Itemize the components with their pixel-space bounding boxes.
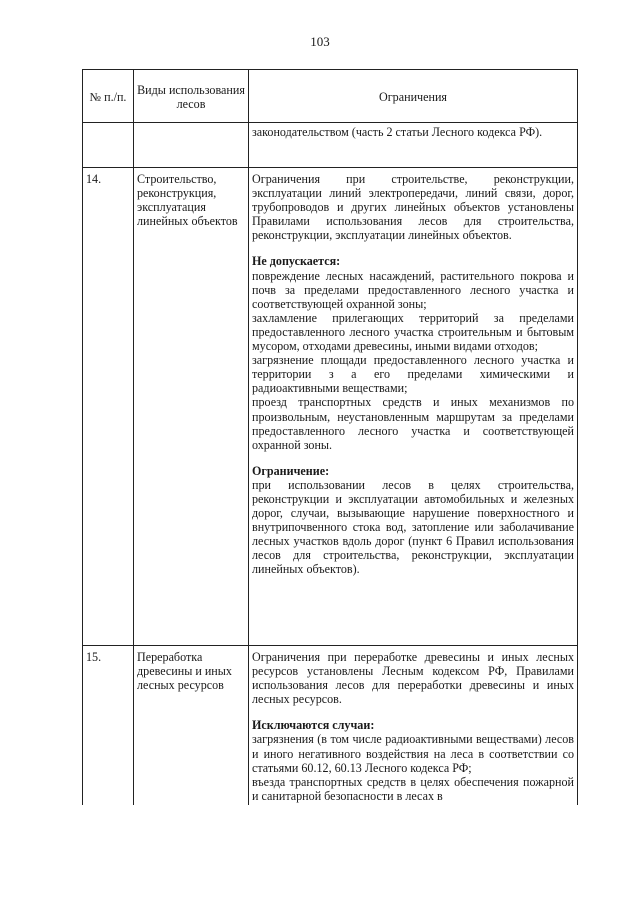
- cell-empty-num: [83, 123, 134, 168]
- row-14-limitation-heading: Ограничение:: [252, 463, 330, 478]
- header-restrictions: Ограничения: [249, 70, 578, 123]
- row-15-item-1: загрязнения (в том числе радиоактивными веществами) лесов и иного негативного воздействия на леса в соответствии со статьями 60.12, 60.13 Лесного кодекса РФ;: [252, 732, 574, 775]
- row-14-type: Строительство, реконструкция, эксплуатация линейных объектов: [134, 168, 249, 646]
- restrictions-table: [82, 69, 578, 805]
- continuation-text: законодательством (часть 2 статьи Лесного кодекса РФ).: [249, 123, 578, 168]
- header-num: № п./п.: [83, 70, 134, 123]
- row-15-intro: Ограничения при переработке древесины и иных лесных ресурсов установлены Лесным кодексом РФ, Правилами использования лесов для переработки древесины и иных лесных ресурсов.: [252, 650, 574, 707]
- row-14-intro: Ограничения при строительстве, реконструкции, эксплуатации линий электропередачи, линий связи, дорог, трубопроводов и других линейных объектов установлены Правилами использования лесов для строительства, реконструкции, эксплуатации линейных объектов.: [252, 172, 574, 243]
- row-15-item-2: въезда транспортных средств в целях обеспечения пожарной и санитарной безопасности в лесах в: [252, 774, 574, 803]
- row-14-item-1: повреждение лесных насаждений, растительного покрова и почв за пределами предоставленного лесного участка и соответствующей охранной зоны;: [252, 268, 574, 311]
- row-14-restrictions: [249, 168, 578, 646]
- table-row-14: [83, 168, 578, 646]
- row-14-item-3: загрязнение площади предоставленного лесного участка и территории з а его пределами химическими и радиоактивными веществами;: [252, 353, 574, 396]
- row-14-not-allowed-heading: Не допускается:: [252, 254, 341, 269]
- table-row-continuation: [83, 123, 578, 168]
- cell-empty-type: [134, 123, 249, 168]
- row-15-type: Переработка древесины и иных лесных ресурсов: [134, 646, 249, 805]
- row-15-excluded-heading: Исключаются случаи:: [252, 718, 375, 733]
- header-type: Виды использования лесов: [134, 70, 249, 123]
- row-14-num: 14.: [83, 168, 134, 646]
- row-14-item-2: захламление прилегающих территорий за пределами предоставленного лесного участка строительным и бытовым мусором, отходами древесины, иными видами отходов;: [252, 310, 574, 354]
- row-14-limitation-text: при использовании лесов в целях строительства, реконструкции и эксплуатации автомобильных и железных дорог, случаи, вызывающие нарушение поверхностного и внутрипочвенного стока вод, затопление или заболачивание лесных участков вдоль дорог (пункт 6 Правил использования лесов для строительства, реконструкции, эксплуатации линейных объектов).: [252, 477, 574, 577]
- row-15-restrictions: [249, 646, 578, 805]
- row-14-item-4: проезд транспортных средств и иных механизмов по произвольным, неустановленным маршрутам за пределами предоставленного лесного участка и соответствующей охранной зоны.: [252, 395, 574, 452]
- table-row-15: [83, 646, 578, 805]
- row-15-num: 15.: [83, 646, 134, 805]
- table-header-row: [83, 70, 578, 123]
- page-number: 103: [310, 34, 330, 49]
